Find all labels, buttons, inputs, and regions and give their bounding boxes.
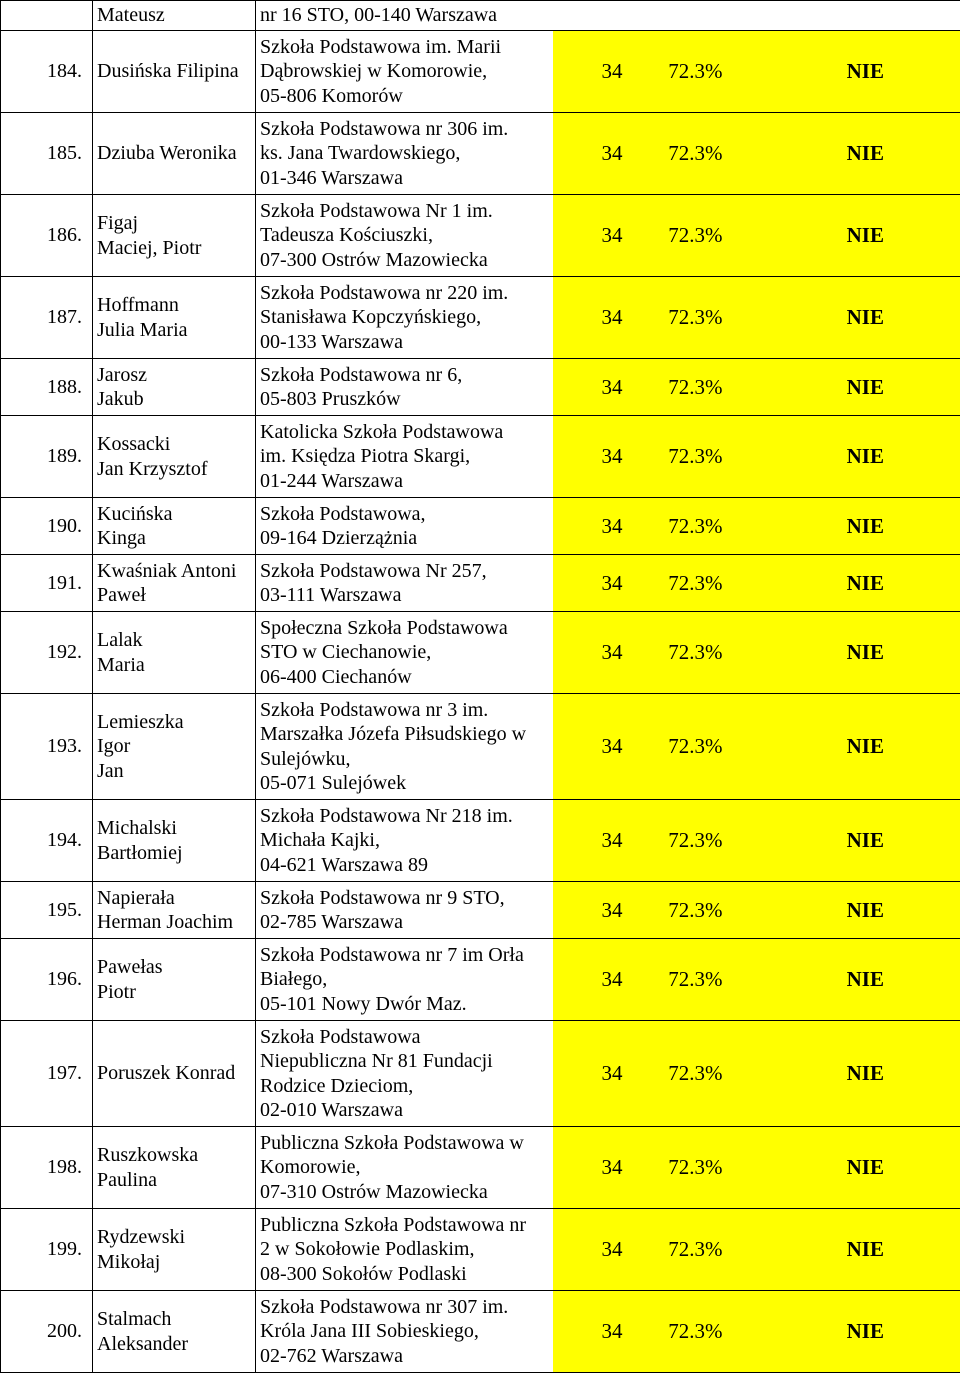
school-line: 09-164 Dzierzążnia xyxy=(260,527,418,549)
student-name-line: Dziuba Weronika xyxy=(97,142,237,165)
student-name-line: Jakub xyxy=(97,388,144,410)
table-row xyxy=(1,939,960,1021)
school-cell xyxy=(256,1127,553,1209)
school-cell xyxy=(256,555,553,612)
result-cell xyxy=(553,939,960,1021)
school-cell xyxy=(256,1021,553,1127)
school-line: Szkoła Podstawowa nr 6, xyxy=(260,363,463,386)
row-number: 184. xyxy=(1,31,93,113)
percent-value: 72.3% xyxy=(668,967,723,992)
result-cell xyxy=(553,694,960,800)
qualified-status: NIE xyxy=(846,897,884,922)
school-cell xyxy=(256,195,553,277)
school-line: Szkoła Podstawowa Nr 218 im. xyxy=(260,804,513,827)
school-cell xyxy=(256,31,553,113)
qualified-status: NIE xyxy=(846,570,884,595)
student-name-line: Lemieszka xyxy=(97,710,184,733)
table-row xyxy=(1,1291,960,1373)
school-line: Stanisława Kopczyńskiego, xyxy=(260,306,482,329)
table-row xyxy=(1,555,960,612)
points-value: 34 xyxy=(601,1319,623,1344)
school-line: nr 16 STO, 00-140 Warszawa xyxy=(260,4,498,27)
student-name-line: Igor xyxy=(97,735,131,758)
row-number: 191. xyxy=(1,555,93,612)
school-cell xyxy=(256,498,553,555)
points-value: 34 xyxy=(601,734,623,759)
table-row xyxy=(1,416,960,498)
result-cell xyxy=(553,1291,960,1373)
table-row xyxy=(1,1127,960,1209)
result-cell xyxy=(553,612,960,694)
result-cell xyxy=(553,882,960,939)
percent-value: 72.3% xyxy=(668,640,723,665)
school-line: Szkoła Podstawowa nr 307 im. xyxy=(260,1295,509,1318)
student-name-cell xyxy=(93,416,256,498)
qualified-status: NIE xyxy=(846,640,884,665)
school-line: Publiczna Szkoła Podstawowa w xyxy=(260,1131,524,1154)
student-name-line: Mateusz xyxy=(97,4,165,27)
qualified-status: NIE xyxy=(846,223,884,248)
school-line: Szkoła Podstawowa nr 7 im Orła xyxy=(260,943,524,966)
student-name-line: Kucińska xyxy=(97,502,173,525)
percent-value: 72.3% xyxy=(668,59,723,84)
points-value: 34 xyxy=(601,1155,623,1180)
percent-value: 72.3% xyxy=(668,141,723,166)
points-value: 34 xyxy=(601,828,623,853)
school-line: Króla Jana III Sobieskiego, xyxy=(260,1320,479,1343)
points-value: 34 xyxy=(601,570,623,595)
qualified-status: NIE xyxy=(846,374,884,399)
school-line: 03-111 Warszawa xyxy=(260,584,402,606)
row-number: 188. xyxy=(1,359,93,416)
percent-value: 72.3% xyxy=(668,1061,723,1086)
result-cell xyxy=(553,1,960,31)
student-name-cell xyxy=(93,1209,256,1291)
school-line: Białego, xyxy=(260,968,328,991)
points-value: 34 xyxy=(601,444,623,469)
percent-value: 72.3% xyxy=(668,1237,723,1262)
school-line: 05-806 Komorów xyxy=(260,84,403,107)
result-cell xyxy=(553,498,960,555)
school-line: Szkoła Podstawowa im. Marii xyxy=(260,35,502,58)
table-row xyxy=(1,612,960,694)
school-cell xyxy=(256,1291,553,1373)
percent-value: 72.3% xyxy=(668,374,723,399)
student-name-line: Pawełas xyxy=(97,956,163,978)
result-cell xyxy=(553,416,960,498)
table-row xyxy=(1,1,960,31)
table-row xyxy=(1,277,960,359)
school-cell xyxy=(256,694,553,800)
percent-value: 72.3% xyxy=(668,1319,723,1344)
result-cell xyxy=(553,800,960,882)
school-line: 05-803 Pruszków xyxy=(260,388,401,410)
student-name-cell xyxy=(93,1291,256,1373)
student-name-line: Piotr xyxy=(97,980,136,1003)
student-name-line: Kinga xyxy=(97,527,146,549)
points-value: 34 xyxy=(601,374,623,399)
school-line: 02-785 Warszawa xyxy=(260,911,403,933)
school-line: Szkoła Podstawowa, xyxy=(260,502,426,525)
percent-value: 72.3% xyxy=(668,305,723,330)
result-cell xyxy=(553,359,960,416)
school-line: 05-071 Sulejówek xyxy=(260,772,407,794)
student-name-cell xyxy=(93,555,256,612)
student-name-line: Julia Maria xyxy=(97,318,188,341)
percent-value: 72.3% xyxy=(668,570,723,595)
school-line: Komorowie, xyxy=(260,1156,361,1179)
percent-value: 72.3% xyxy=(668,1155,723,1180)
school-line: 2 w Sokołowie Podlaskim, xyxy=(260,1238,475,1261)
school-line: 01-244 Warszawa xyxy=(260,469,403,492)
row-number: 187. xyxy=(1,277,93,359)
student-name-line: Aleksander xyxy=(97,1332,189,1355)
student-name-cell xyxy=(93,882,256,939)
qualified-status: NIE xyxy=(846,1319,884,1344)
qualified-status: NIE xyxy=(846,734,884,759)
student-name-line: Bartłomiej xyxy=(97,841,183,864)
student-name-cell xyxy=(93,1021,256,1127)
table-row xyxy=(1,1209,960,1291)
student-name-line: Ruszkowska xyxy=(97,1144,199,1166)
row-number: 198. xyxy=(1,1127,93,1209)
points-value: 34 xyxy=(601,141,623,166)
points-value: 34 xyxy=(601,1061,623,1086)
school-line: Szkoła Podstawowa Nr 257, xyxy=(260,559,487,582)
student-name-line: Dusińska Filipina xyxy=(97,60,239,83)
qualified-status: NIE xyxy=(846,141,884,166)
row-number: 186. xyxy=(1,195,93,277)
student-name-line: Kwaśniak Antoni xyxy=(97,559,237,582)
school-line: Michała Kajki, xyxy=(260,829,380,852)
points-value: 34 xyxy=(601,640,623,665)
student-name-cell xyxy=(93,1127,256,1209)
result-cell xyxy=(553,195,960,277)
table-row xyxy=(1,359,960,416)
school-cell xyxy=(256,939,553,1021)
student-name-cell xyxy=(93,359,256,416)
student-name-line: Jarosz xyxy=(97,363,147,386)
table-row xyxy=(1,31,960,113)
school-cell xyxy=(256,800,553,882)
student-name-line: Kossacki xyxy=(97,433,171,455)
percent-value: 72.3% xyxy=(668,444,723,469)
school-line: Szkoła Podstawowa nr 306 im. xyxy=(260,117,509,140)
student-name-line: Herman Joachim xyxy=(97,911,234,933)
student-name-cell xyxy=(93,277,256,359)
table-row xyxy=(1,498,960,555)
school-line: Marszałka Józefa Piłsudskiego w xyxy=(260,723,527,745)
school-line: Szkoła Podstawowa nr 220 im. xyxy=(260,281,509,304)
school-line: 01-346 Warszawa xyxy=(260,166,403,189)
student-name-line: Jan xyxy=(97,759,124,782)
student-name-cell xyxy=(93,939,256,1021)
student-name-cell xyxy=(93,195,256,277)
school-line: Szkoła Podstawowa Nr 1 im. xyxy=(260,199,493,222)
table-row xyxy=(1,113,960,195)
student-name-cell xyxy=(93,498,256,555)
result-cell xyxy=(553,555,960,612)
student-name-line: Maria xyxy=(97,653,145,676)
school-line: 08-300 Sokołów Podlaski xyxy=(260,1262,467,1285)
school-line: Sulejówku, xyxy=(260,747,351,770)
school-cell xyxy=(256,277,553,359)
qualified-status: NIE xyxy=(846,1061,884,1086)
student-name-cell xyxy=(93,1,256,31)
student-name-cell xyxy=(93,694,256,800)
result-cell xyxy=(553,1209,960,1291)
student-name-line: Napierała xyxy=(97,886,175,909)
qualified-status: NIE xyxy=(846,305,884,330)
student-name-line: Lalak xyxy=(97,629,143,651)
school-line: Publiczna Szkoła Podstawowa nr xyxy=(260,1213,527,1236)
qualified-status: NIE xyxy=(846,59,884,84)
school-cell xyxy=(256,1209,553,1291)
school-cell xyxy=(256,416,553,498)
points-value: 34 xyxy=(601,967,623,992)
school-line: Szkoła Podstawowa nr 3 im. xyxy=(260,698,489,721)
school-line: Niepubliczna Nr 81 Fundacji xyxy=(260,1050,493,1072)
points-value: 34 xyxy=(601,897,623,922)
points-value: 34 xyxy=(601,223,623,248)
table-row xyxy=(1,882,960,939)
student-name-line: Mikołaj xyxy=(97,1250,161,1273)
row-number: 196. xyxy=(1,939,93,1021)
points-value: 34 xyxy=(601,513,623,538)
row-number: 189. xyxy=(1,416,93,498)
student-name-line: Stalmach xyxy=(97,1308,172,1330)
student-name-line: Paweł xyxy=(97,584,146,606)
school-cell xyxy=(256,612,553,694)
row-number: 197. xyxy=(1,1021,93,1127)
student-name-cell xyxy=(93,31,256,113)
result-cell xyxy=(553,113,960,195)
school-line: Społeczna Szkoła Podstawowa xyxy=(260,616,508,639)
student-name-cell xyxy=(93,113,256,195)
school-line: Szkoła Podstawowa nr 9 STO, xyxy=(260,886,505,909)
school-line: Dąbrowskiej w Komorowie, xyxy=(260,60,488,83)
school-cell xyxy=(256,1,553,31)
table-row xyxy=(1,694,960,800)
row-number: 194. xyxy=(1,800,93,882)
result-cell xyxy=(553,1021,960,1127)
student-name-line: Rydzewski xyxy=(97,1226,186,1248)
student-name-line: Maciej, Piotr xyxy=(97,236,202,259)
school-line: Tadeusza Kościuszki, xyxy=(260,224,433,247)
result-cell xyxy=(553,31,960,113)
school-line: 02-010 Warszawa xyxy=(260,1099,403,1121)
result-cell xyxy=(553,1127,960,1209)
school-line: Szkoła Podstawowa xyxy=(260,1025,421,1048)
row-number: 199. xyxy=(1,1209,93,1291)
school-line: 02-762 Warszawa xyxy=(260,1344,403,1367)
student-name-line: Michalski xyxy=(97,817,177,839)
percent-value: 72.3% xyxy=(668,734,723,759)
school-line: 07-310 Ostrów Mazowiecka xyxy=(260,1180,488,1203)
student-name-line: Jan Krzysztof xyxy=(97,457,208,480)
row-number: 190. xyxy=(1,498,93,555)
school-line: STO w Ciechanowie, xyxy=(260,641,432,664)
student-name-cell xyxy=(93,800,256,882)
school-line: ks. Jana Twardowskiego, xyxy=(260,142,461,165)
school-line: 07-300 Ostrów Mazowiecka xyxy=(260,248,488,271)
school-line: 06-400 Ciechanów xyxy=(260,665,412,688)
school-line: 05-101 Nowy Dwór Maz. xyxy=(260,992,467,1015)
row-number: 185. xyxy=(1,113,93,195)
qualified-status: NIE xyxy=(846,513,884,538)
table-row xyxy=(1,800,960,882)
percent-value: 72.3% xyxy=(668,223,723,248)
points-value: 34 xyxy=(601,305,623,330)
student-name-line: Paulina xyxy=(97,1168,157,1191)
table-row xyxy=(1,1021,960,1127)
student-name-line: Poruszek Konrad xyxy=(97,1062,236,1085)
table-row xyxy=(1,195,960,277)
school-line: 04-621 Warszawa 89 xyxy=(260,853,428,876)
school-line: Rodzice Dzieciom, xyxy=(260,1074,414,1097)
school-line: Katolicka Szkoła Podstawowa xyxy=(260,420,504,443)
qualified-status: NIE xyxy=(846,444,884,469)
school-line: im. Księdza Piotra Skargi, xyxy=(260,445,471,468)
school-line: 00-133 Warszawa xyxy=(260,330,403,353)
row-number: 193. xyxy=(1,694,93,800)
qualified-status: NIE xyxy=(846,828,884,853)
row-number: 192. xyxy=(1,612,93,694)
row-number xyxy=(1,1,93,31)
student-name-line: Figaj xyxy=(97,212,139,234)
row-number: 200. xyxy=(1,1291,93,1373)
qualified-status: NIE xyxy=(846,1155,884,1180)
student-name-cell xyxy=(93,612,256,694)
percent-value: 72.3% xyxy=(668,897,723,922)
school-cell xyxy=(256,113,553,195)
qualified-status: NIE xyxy=(846,967,884,992)
percent-value: 72.3% xyxy=(668,828,723,853)
qualified-status: NIE xyxy=(846,1237,884,1262)
row-number: 195. xyxy=(1,882,93,939)
school-cell xyxy=(256,882,553,939)
points-value: 34 xyxy=(601,1237,623,1262)
points-value: 34 xyxy=(601,59,623,84)
student-name-line: Hoffmann xyxy=(97,294,179,316)
school-cell xyxy=(256,359,553,416)
result-cell xyxy=(553,277,960,359)
percent-value: 72.3% xyxy=(668,513,723,538)
